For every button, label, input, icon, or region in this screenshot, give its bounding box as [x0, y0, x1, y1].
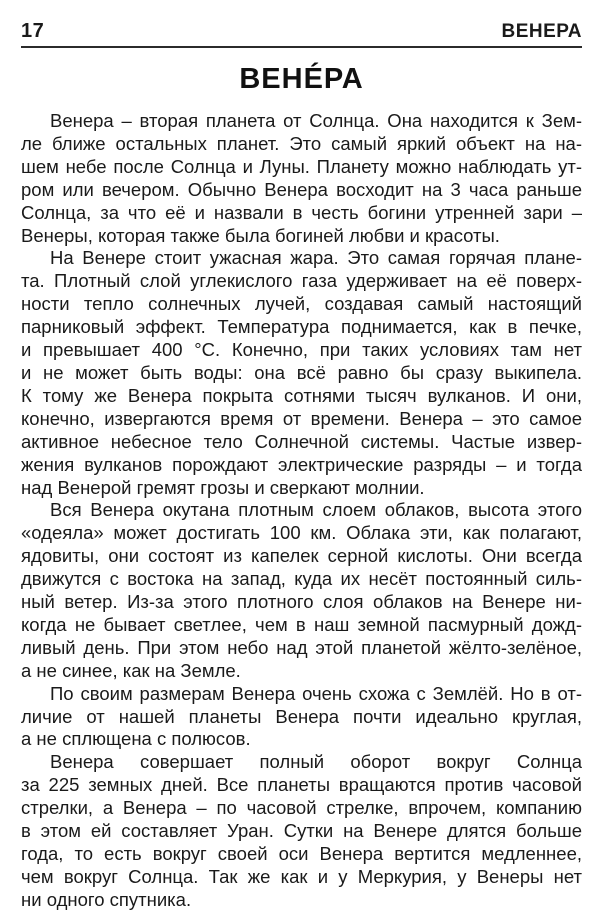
- text-line: стрелки, а Венера – по часовой стрелке, впрочем, компанию: [21, 797, 582, 819]
- paragraph: [21, 751, 582, 911]
- text-line: активное небесное тело Солнечной системы. Частые извер-: [21, 430, 582, 452]
- text-line: над Венерой гремят грозы и сверкают молнии.: [21, 476, 425, 498]
- paragraph: [21, 683, 582, 752]
- text-line: шем небе после Солнца и Луны. Планету можно наблюдать ут-: [21, 155, 582, 177]
- text-line: Венеры, которая также была богиней любви и красоты.: [21, 224, 500, 246]
- paragraph: [21, 247, 582, 499]
- text-line: ни одного спутника.: [21, 888, 192, 910]
- text-line: ливый день. При этом небо над этой планетой жёлто-зелёное,: [21, 636, 582, 658]
- running-head: [21, 20, 582, 43]
- text-line: чем вокруг Солнца. Так же как и у Меркурия, у Венеры нет: [21, 865, 582, 887]
- text-line: жения вулканов порождают электрические разряды – и тогда: [21, 453, 582, 475]
- text-line: когда не бывает светлее, чем в наш земной пасмурный дожд-: [21, 613, 582, 635]
- text-line: К тому же Венера покрыта сотнями тысяч вулканов. И они,: [21, 384, 582, 406]
- text-line: Венера – вторая планета от Солнца. Она находится к Зем-: [50, 110, 582, 131]
- text-line: ный ветер. Из-за этого плотного слоя облаков на Венере ни-: [21, 591, 582, 613]
- text-line: конечно, извергаются время от времени. Венера – это самое: [21, 407, 582, 429]
- text-line: По своим размерам Венера очень схожа с Землёй. Но в от-: [50, 682, 582, 704]
- chapter-title: ВЕНÉРА: [239, 63, 364, 95]
- text-line: личие от нашей планеты Венера почти идеально круглая,: [21, 705, 582, 727]
- text-line: ле ближе остальных планет. Это самый яркий объект на на-: [21, 132, 582, 154]
- text-line: и не может быть воды: она всё равно бы сразу выкипела.: [21, 361, 582, 383]
- text-line: в этом ей составляет Уран. Сутки на Венере длятся больше: [21, 820, 582, 842]
- text-line: а не сплющена с полюсов.: [21, 728, 251, 750]
- text-line: года, то есть вокруг своей оси Венера вертится медленнее,: [21, 843, 582, 864]
- text-line: На Венере стоит ужасная жара. Это самая горячая плане-: [50, 247, 582, 269]
- header-rule: [21, 46, 582, 48]
- text-line: «одеяла» может достигать 100 км. Облака эти, как полагают,: [21, 522, 582, 544]
- text-line: а не синее, как на Земле.: [21, 659, 241, 681]
- paragraph: [21, 499, 582, 682]
- text-line: Вся Венера окутана плотным слоем облаков, высота этого: [50, 499, 582, 521]
- text-line: Венера совершает полный оборот вокруг Солнца: [50, 751, 582, 773]
- text-line: ности тепло солнечных лучей, создавая самый настоящий: [21, 293, 582, 315]
- body-text: [21, 110, 582, 912]
- text-line: ядовиты, они состоят из капелек серной кислоты. Они всегда: [21, 545, 582, 567]
- text-line: Солнца, за что её и назвали в честь богини утренней зари –: [21, 201, 582, 223]
- text-line: парниковый эффект. Температура поднимается, как в печке,: [21, 316, 582, 338]
- text-line: и превышает 400 °С. Конечно, при таких условиях там нет: [21, 339, 582, 361]
- page-number: 17: [21, 20, 45, 42]
- text-line: ром или вечером. Обычно Венера восходит на 3 часа раньше: [21, 178, 582, 200]
- paragraph: [21, 110, 582, 247]
- text-line: за 225 земных дней. Все планеты вращаются против часовой: [21, 774, 582, 796]
- running-title: ВЕНЕРА: [501, 21, 582, 42]
- text-line: движутся с востока на запад, куда их несёт постоянный силь-: [21, 568, 582, 590]
- text-line: та. Плотный слой углекислого газа удерживает на её поверх-: [21, 270, 582, 292]
